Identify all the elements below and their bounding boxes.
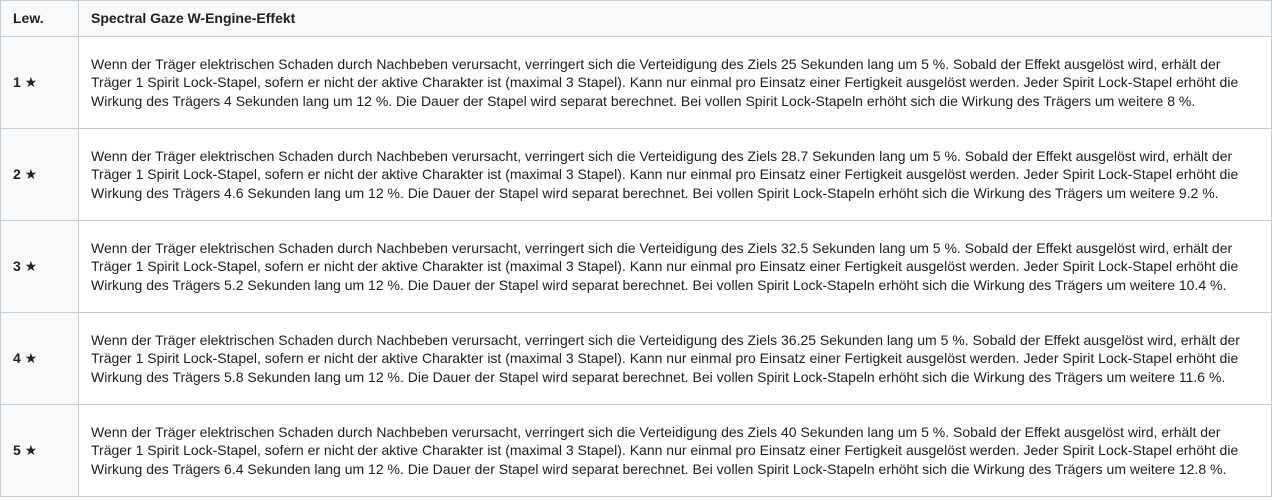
level-cell: 3 ★: [1, 221, 79, 313]
table-row: [1, 129, 1272, 221]
level-cell: 5 ★: [1, 405, 79, 497]
table-row: [1, 313, 1272, 405]
effect-cell: Wenn der Träger elektrischen Schaden durch Nachbeben verursacht, verringert sich die Verteidigung des Ziels 28.7 Sekunden lang um 5 %. Sobald der Effekt ausgelöst wird, erhält der Träger 1 Spirit Lock-Stapel, sofern er nicht der aktive Charakter ist (maximal 3 Stapel). Kann nur einmal pro Einsatz einer Fertigkeit ausgelöst werden. Jeder Spirit Lock-Stapel erhöht die Wirkung des Trägers 4.6 Sekunden lang um 12 %. Die Dauer der Stapel wird separat berechnet. Bei vollen Spirit Lock-Stapeln erhöht sich die Wirkung des Trägers um weitere 9.2 %.: [79, 129, 1272, 221]
header-row: [1, 1, 1272, 37]
effect-cell: Wenn der Träger elektrischen Schaden durch Nachbeben verursacht, verringert sich die Verteidigung des Ziels 32.5 Sekunden lang um 5 %. Sobald der Effekt ausgelöst wird, erhält der Träger 1 Spirit Lock-Stapel, sofern er nicht der aktive Charakter ist (maximal 3 Stapel). Kann nur einmal pro Einsatz einer Fertigkeit ausgelöst werden. Jeder Spirit Lock-Stapel erhöht die Wirkung des Trägers 5.2 Sekunden lang um 12 %. Die Dauer der Stapel wird separat berechnet. Bei vollen Spirit Lock-Stapeln erhöht sich die Wirkung des Trägers um weitere 10.4 %.: [79, 221, 1272, 313]
level-cell: 4 ★: [1, 313, 79, 405]
column-header-effect: Spectral Gaze W-Engine-Effekt: [79, 1, 1272, 37]
column-header-level: Lew.: [1, 1, 79, 37]
effect-cell: Wenn der Träger elektrischen Schaden durch Nachbeben verursacht, verringert sich die Verteidigung des Ziels 36.25 Sekunden lang um 5 %. Sobald der Effekt ausgelöst wird, erhält der Träger 1 Spirit Lock-Stapel, sofern er nicht der aktive Charakter ist (maximal 3 Stapel). Kann nur einmal pro Einsatz einer Fertigkeit ausgelöst werden. Jeder Spirit Lock-Stapel erhöht die Wirkung des Trägers 5.8 Sekunden lang um 12 %. Die Dauer der Stapel wird separat berechnet. Bei vollen Spirit Lock-Stapeln erhöht sich die Wirkung des Trägers um weitere 11.6 %.: [79, 313, 1272, 405]
effect-cell: Wenn der Träger elektrischen Schaden durch Nachbeben verursacht, verringert sich die Verteidigung des Ziels 25 Sekunden lang um 5 %. Sobald der Effekt ausgelöst wird, erhält der Träger 1 Spirit Lock-Stapel, sofern er nicht der aktive Charakter ist (maximal 3 Stapel). Kann nur einmal pro Einsatz einer Fertigkeit ausgelöst werden. Jeder Spirit Lock-Stapel erhöht die Wirkung des Trägers 4 Sekunden lang um 12 %. Die Dauer der Stapel wird separat berechnet. Bei vollen Spirit Lock-Stapeln erhöht sich die Wirkung des Trägers um weitere 8 %.: [79, 37, 1272, 129]
table-row: [1, 37, 1272, 129]
level-cell: 2 ★: [1, 129, 79, 221]
table-row: [1, 221, 1272, 313]
level-cell: 1 ★: [1, 37, 79, 129]
table-row: [1, 405, 1272, 497]
effect-cell: Wenn der Träger elektrischen Schaden durch Nachbeben verursacht, verringert sich die Verteidigung des Ziels 40 Sekunden lang um 5 %. Sobald der Effekt ausgelöst wird, erhält der Träger 1 Spirit Lock-Stapel, sofern er nicht der aktive Charakter ist (maximal 3 Stapel). Kann nur einmal pro Einsatz einer Fertigkeit ausgelöst werden. Jeder Spirit Lock-Stapel erhöht die Wirkung des Trägers 6.4 Sekunden lang um 12 %. Die Dauer der Stapel wird separat berechnet. Bei vollen Spirit Lock-Stapeln erhöht sich die Wirkung des Trägers um weitere 12.8 %.: [79, 405, 1272, 497]
